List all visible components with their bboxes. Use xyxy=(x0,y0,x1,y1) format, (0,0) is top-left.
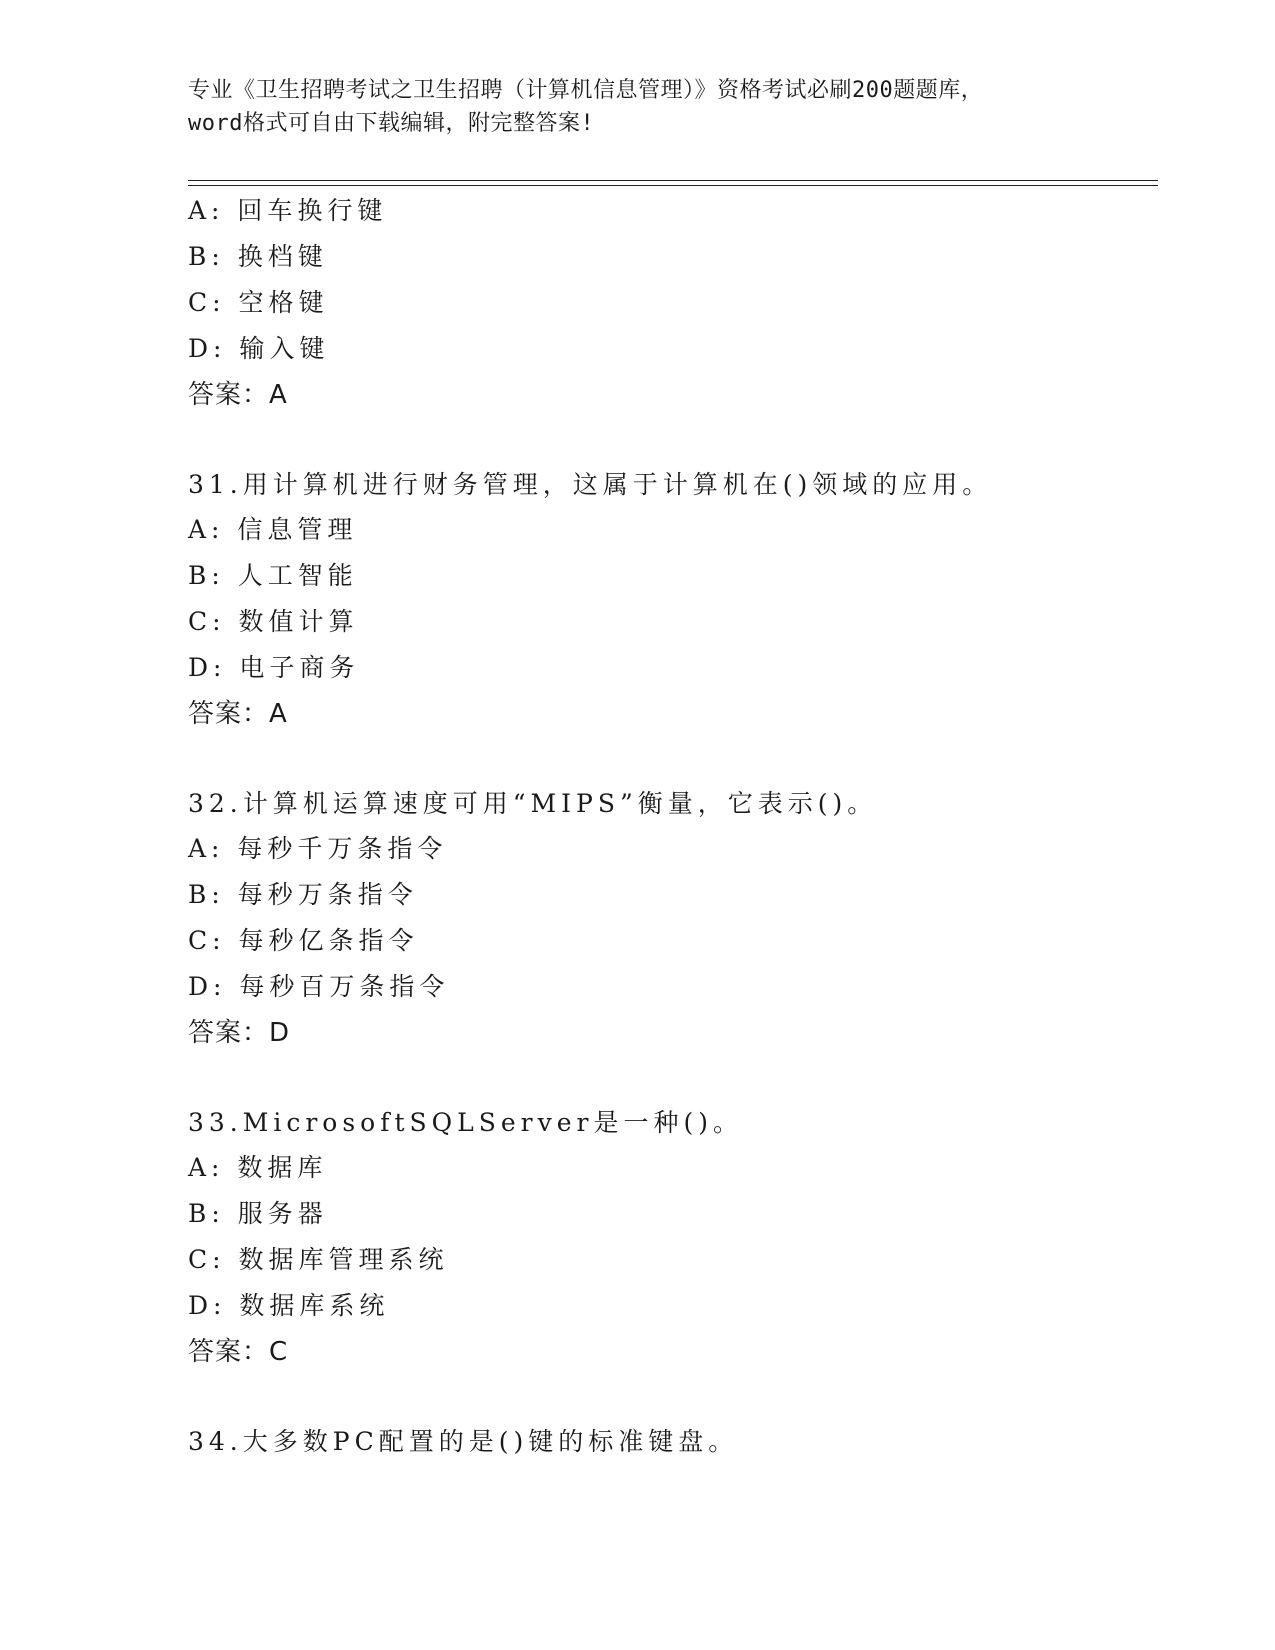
question-stem: 32.计算机运算速度可用“MIPS”衡量，它表示()。 xyxy=(188,789,878,818)
header-line-2: word格式可自由下载编辑，附完整答案! xyxy=(188,111,595,136)
option-d: D: 电子商务 xyxy=(188,653,360,682)
option-c: C: 每秒亿条指令 xyxy=(188,926,419,955)
option-c: C: 数据库管理系统 xyxy=(188,1245,449,1274)
question-stem: 31.用计算机进行财务管理，这属于计算机在()领域的应用。 xyxy=(188,470,993,499)
answer-line: 答案：A xyxy=(188,699,288,729)
option-b: B: 人工智能 xyxy=(188,561,358,590)
option-d: D: 输入键 xyxy=(188,334,330,363)
question-stem: 34.大多数PC配置的是()键的标准键盘。 xyxy=(188,1427,739,1456)
answer-line: 答案：D xyxy=(188,1018,291,1048)
header-line-1: 专业《卫生招聘考试之卫生招聘（计算机信息管理）》资格考试必刷200题题库， xyxy=(188,78,984,103)
answer-line: 答案：C xyxy=(188,1337,289,1367)
document-header xyxy=(188,74,1088,140)
question-block-33 xyxy=(188,1100,1168,1375)
option-a: A: 信息管理 xyxy=(188,515,358,544)
question-block-34 xyxy=(188,1419,1168,1464)
question-block-31 xyxy=(188,462,1168,737)
option-b: B: 每秒万条指令 xyxy=(188,880,418,909)
question-block-32 xyxy=(188,781,1168,1056)
question-stem: 33.MicrosoftSQLServer是一种()。 xyxy=(188,1108,744,1137)
option-c: C: 数值计算 xyxy=(188,607,359,636)
question-block-partial xyxy=(188,188,1168,418)
option-a: A: 每秒千万条指令 xyxy=(188,834,448,863)
option-a: A: 回车换行键 xyxy=(188,196,388,225)
option-b: B: 服务器 xyxy=(188,1199,328,1228)
answer-line: 答案：A xyxy=(188,380,288,410)
option-d: D: 每秒百万条指令 xyxy=(188,972,450,1001)
option-a: A: 数据库 xyxy=(188,1153,328,1182)
option-b: B: 换档键 xyxy=(188,242,328,271)
header-divider-top xyxy=(188,180,1158,181)
question-list xyxy=(188,188,1168,1464)
option-c: C: 空格键 xyxy=(188,288,329,317)
option-d: D: 数据库系统 xyxy=(188,1291,390,1320)
header-divider-bottom xyxy=(188,185,1158,186)
